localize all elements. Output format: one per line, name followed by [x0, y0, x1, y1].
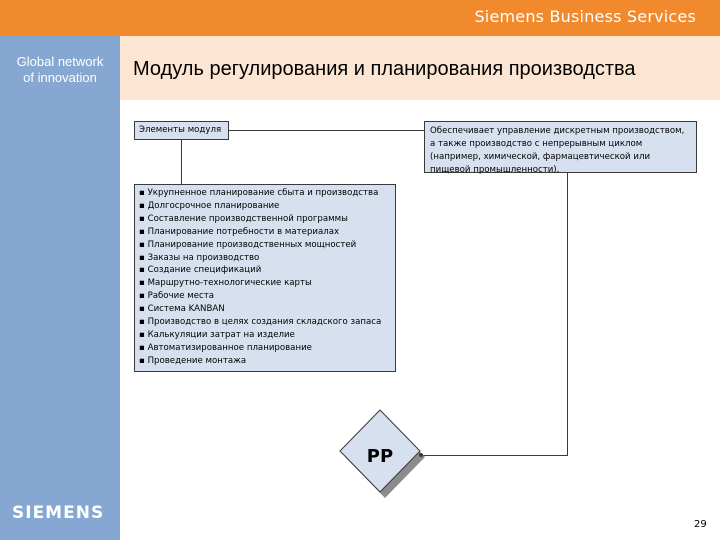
list-item: ▪ Долгосрочное планирование: [139, 200, 391, 213]
description-line: а также производство с непрерывным циклом: [430, 138, 643, 149]
list-item: ▪ Маршрутно-технологические карты: [139, 277, 391, 290]
description-line: пищевой промышленности).: [430, 164, 560, 175]
page-number: 29: [694, 519, 707, 530]
list-item: ▪ Система KANBAN: [139, 303, 391, 316]
list-item: ▪ Автоматизированное планирование: [139, 342, 391, 355]
list-item: ▪ Составление производственной программы: [139, 213, 391, 226]
brand-name: Siemens Business Services: [474, 7, 696, 26]
tagline-line-1: Global network: [16, 54, 104, 69]
list-item: ▪ Заказы на производство: [139, 252, 391, 265]
list-item: ▪ Рабочие места: [139, 290, 391, 303]
siemens-logo: SIEMENS: [12, 503, 105, 523]
module-elements-label: Элементы модуля: [139, 125, 222, 135]
pp-module-code: PP: [366, 446, 394, 467]
list-item: ▪ Планирование потребности в материалах: [139, 226, 391, 239]
list-item: ▪ Проведение монтажа: [139, 355, 391, 368]
list-item: ▪ Калькуляции затрат на изделие: [139, 329, 391, 342]
list-item: ▪ Производство в целях создания складского запаса: [139, 316, 391, 329]
list-item: ▪ Создание спецификаций: [139, 264, 391, 277]
list-item: ▪ Планирование производственных мощностей: [139, 239, 391, 252]
description-line: Обеспечивает управление дискретным производством,: [430, 126, 685, 136]
list-item: ▪ Укрупненное планирование сбыта и производства: [139, 187, 391, 200]
tagline-line-2: of innovation: [23, 70, 97, 85]
description-line: (например, химической, фармацевтической или: [430, 151, 651, 162]
page-title: Модуль регулирования и планирования производства: [133, 58, 636, 80]
